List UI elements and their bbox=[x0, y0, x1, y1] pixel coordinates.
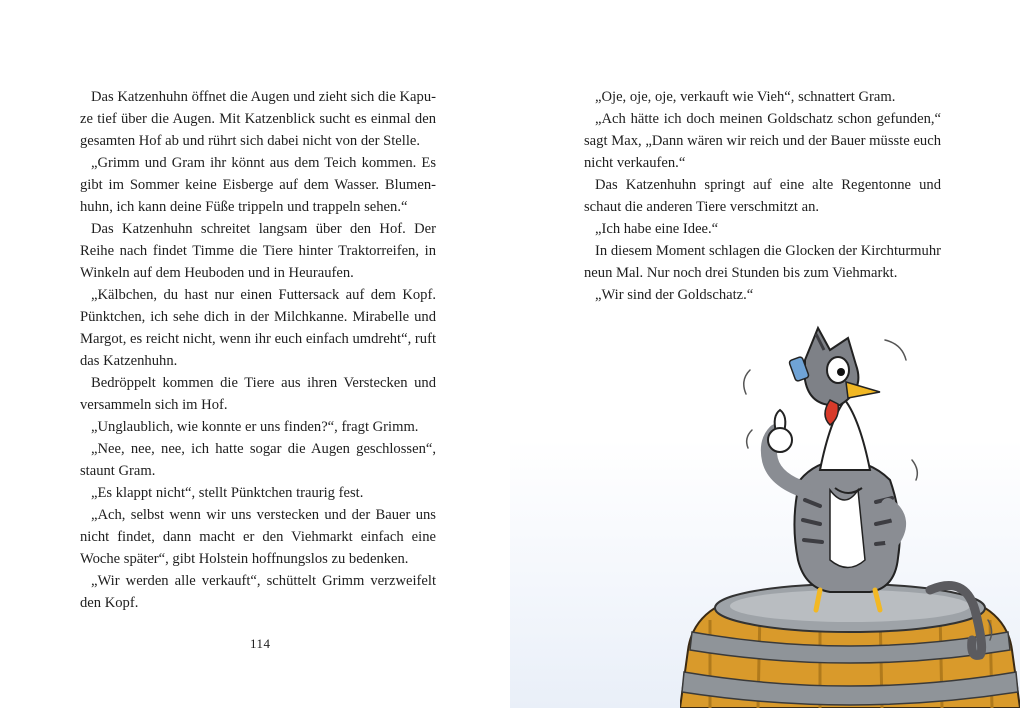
head bbox=[789, 328, 880, 425]
paragraph: „Ich habe eine Idee.“ bbox=[595, 221, 719, 237]
paragraph: „Grimm und Gram ihr könnt aus dem Teich kommen. Es gibt im Sommer keine Eisberge auf dem Wasser. Blumenhuhn, ich kann deine Füße trippeln und trappeln sehen.“ bbox=[80, 155, 436, 215]
beak bbox=[846, 382, 880, 398]
right-page-text bbox=[584, 86, 941, 306]
right-page bbox=[510, 0, 1020, 708]
left-page-text bbox=[80, 86, 436, 614]
paragraph: „Ach, selbst wenn wir uns verstecken und der Bauer uns nicht findet, dann macht er den Viehmarkt einfach eine Woche später“, gibt Holstein hoffnungslos zu bedenken. bbox=[80, 507, 436, 567]
paragraph: „Wir werden alle verkauft“, schüttelt Grimm verzweifelt den Kopf. bbox=[80, 573, 436, 611]
paragraph: In diesem Moment schlagen die Glocken der Kirchturmuhr neun Mal. Nur noch drei Stunden bis zum Viehmarkt. bbox=[584, 243, 941, 281]
page-number: 114 bbox=[250, 636, 271, 651]
paragraph: „Unglaublich, wie konnte er uns finden?“, fragt Grimm. bbox=[91, 419, 419, 435]
paragraph: „Oje, oje, oje, verkauft wie Vieh“, schnattert Gram. bbox=[595, 89, 896, 105]
cat-chicken-on-barrel-illustration bbox=[680, 320, 1020, 708]
paragraph: Das Katzenhuhn öffnet die Augen und zieht sich die Kapuze tief über die Augen. Mit Katzenblick sucht es einmal den gesamten Hof ab und rührt sich dabei nicht von der Stelle. bbox=[80, 89, 436, 149]
paragraph: Das Katzenhuhn schreitet langsam über den Hof. Der Reihe nach findet Timme die Tiere hinter Traktorreifen, in Winkeln auf dem Heuboden und in Heuraufen. bbox=[80, 221, 436, 281]
paragraph: „Ach hätte ich doch meinen Goldschatz schon gefunden,“ sagt Max, „Dann wären wir reich und der Bauer müsste euch nicht verkaufen.“ bbox=[584, 111, 941, 171]
paragraph: „Nee, nee, nee, ich hatte sogar die Augen geschlossen“, staunt Gram. bbox=[80, 441, 436, 479]
paragraph: Das Katzenhuhn springt auf eine alte Regentonne und schaut die anderen Tiere verschmitzt an. bbox=[584, 177, 941, 215]
paragraph: „Wir sind der Goldschatz.“ bbox=[595, 287, 754, 303]
paragraph: „Es klappt nicht“, stellt Pünktchen traurig fest. bbox=[91, 485, 364, 501]
cat-chicken bbox=[768, 400, 900, 610]
paragraph: „Kälbchen, du hast nur einen Futtersack auf dem Kopf. Pünktchen, ich sehe dich in der Milchkanne. Mirabelle und Margot, es reicht nicht, wenn ihr euch einfach umdreht“, ruft das Katzenhuhn. bbox=[80, 287, 436, 369]
paragraph: Bedröppelt kommen die Tiere aus ihren Verstecken und versammeln sich im Hof. bbox=[80, 375, 436, 413]
